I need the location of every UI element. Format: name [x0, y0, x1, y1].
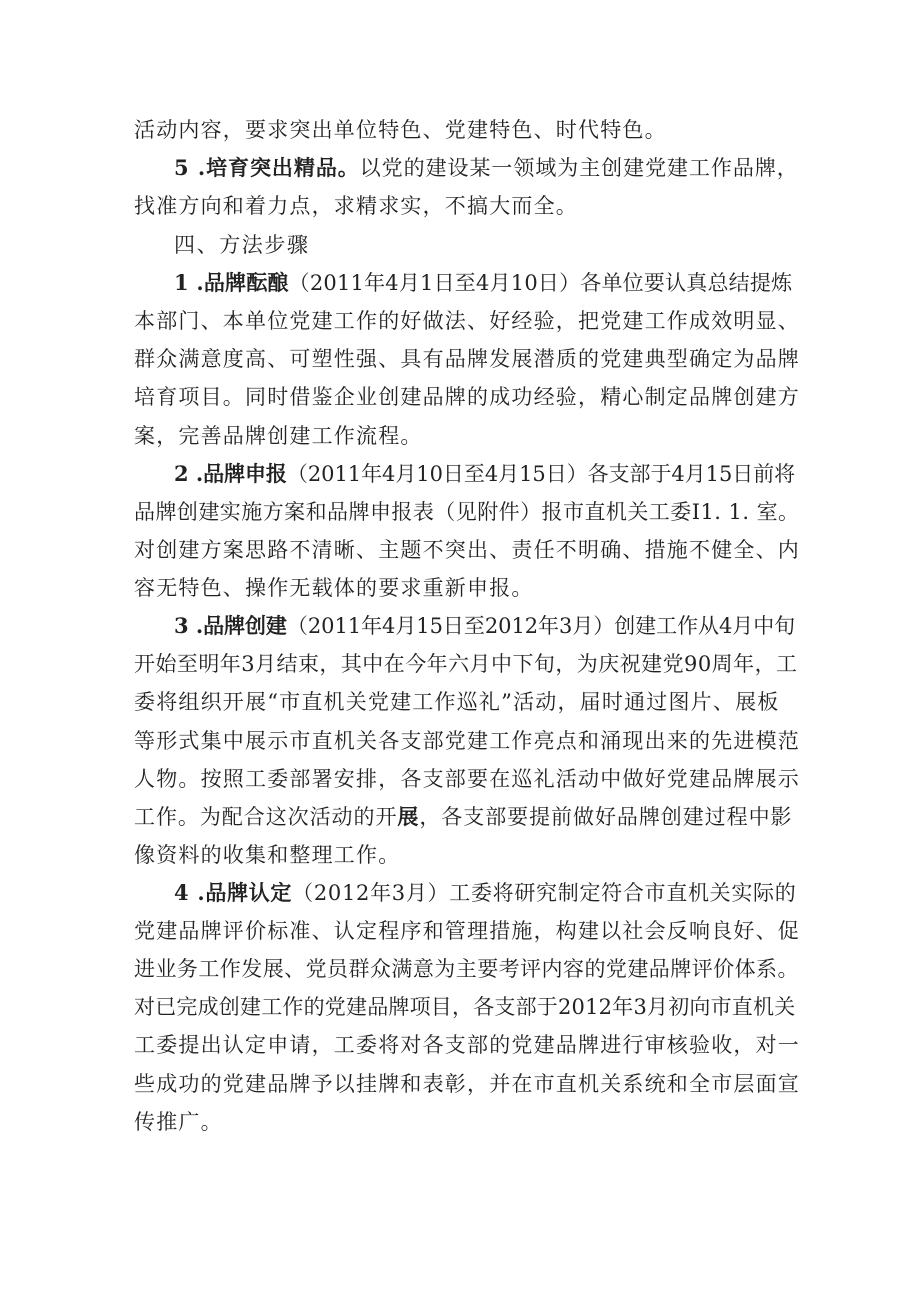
step-2-line	[174, 459, 795, 489]
text-line: 容无特色、操作无载体的要求重新申报。	[134, 576, 534, 600]
step-3-line	[174, 611, 795, 641]
step-4-line	[174, 878, 796, 908]
text-line: 活动内容，要求突出单位特色、党建特色、时代特色。	[134, 118, 667, 142]
text-line: 人物。按照工委部署安排，各支部要在巡礼活动中做好党建品牌展示	[134, 767, 800, 791]
section-heading: 四、方法步骤	[174, 233, 310, 257]
text-line: 案，完善品牌创建工作流程。	[134, 424, 423, 448]
bold-char: 展	[397, 804, 420, 829]
text-line: 像资料的收集和整理工作。	[134, 843, 401, 867]
step-3-text: （2011年4月15日至2012年3月）创建工作从4月中旬	[286, 614, 796, 638]
step-2-text: （2011年4月10日至4月15日）各支部于4月15日前将	[286, 462, 796, 486]
text-line: 培育项目。同时借鉴企业创建品牌的成功经验，精心制定品牌创建方	[134, 385, 800, 409]
text-line: 对已完成创建工作的党建品牌项目，各支部于2012年3月初向市直机关	[134, 995, 796, 1019]
item-5-line	[174, 153, 799, 183]
text-line: 党建品牌评价标准、认定程序和管理措施，构建以社会反响良好、促	[134, 919, 800, 943]
text-line: 工委提出认定申请，工委将对各支部的党建品牌进行审核验收，对一	[134, 1033, 800, 1057]
step-4-heading: 4 .品牌认定	[174, 880, 293, 905]
text-line: 群众满意度高、可塑性强、具有品牌发展潜质的党建典型确定为品牌	[134, 347, 800, 371]
step-1-line	[174, 268, 792, 298]
text-line	[134, 802, 793, 832]
step-3-heading: 3 .品牌创建	[174, 613, 287, 638]
text-line: 些成功的党建品牌予以挂牌和表彰，并在市直机关系统和全市层面宣	[134, 1072, 800, 1096]
text-segment: 工作。为配合这次活动的开	[134, 805, 398, 829]
text-line: 进业务工作发展、党员群众满意为主要考评内容的党建品牌评价体系。	[134, 957, 799, 981]
text-line: 委将组织开展“市直机关党建工作巡礼”活动，届时通过图片、展板	[134, 690, 780, 714]
text-line: 开始至明年3月结束，其中在今年六月中下旬，为庆祝建党90周年，工	[134, 652, 798, 676]
text-line: 对创建方案思路不清晰、主题不突出、责任不明确、措施不健全、内	[134, 538, 800, 562]
text-segment: ，各支部要提前做好品牌创建过程中影	[419, 805, 793, 829]
step-4-text: （2012年3月）工委将研究制定符合市直机关实际的	[292, 881, 797, 905]
item-5-heading: 5 .培育突出精品。	[174, 155, 360, 180]
text-line: 传推广。	[134, 1110, 223, 1134]
text-line: 等形式集中展示市直机关各支部党建工作亮点和涌现出来的先进模范	[134, 729, 800, 753]
step-2-heading: 2 .品牌申报	[174, 461, 287, 486]
item-5-text: 以党的建设某一领域为主创建党建工作品牌，	[359, 156, 799, 180]
text-line: 找准方向和着力点，求精求实，不搞大而全。	[134, 194, 578, 218]
text-line: 本部门、本单位党建工作的好做法、好经验，把党建工作成效明显、	[134, 309, 800, 333]
text-line: 品牌创建实施方案和品牌申报表（见附件）报市直机关工委I1. 1. 室。	[134, 500, 800, 524]
step-1-heading: 1 .品牌酝酿	[174, 270, 289, 295]
step-1-text: （2011年4月1日至4月10日）各单位要认真总结提炼	[288, 271, 793, 295]
